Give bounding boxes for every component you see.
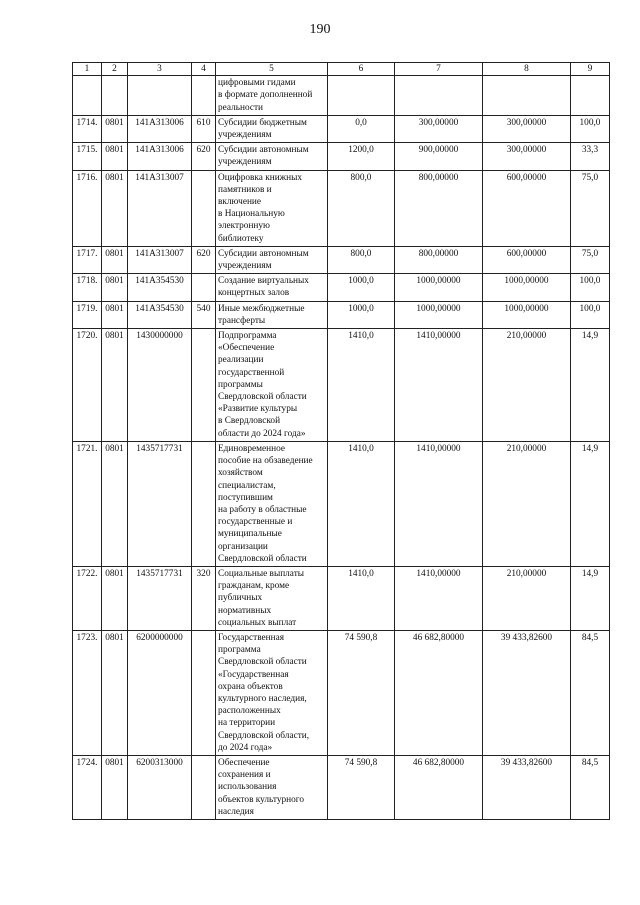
executed-amount-cell: 1000,00000 [483, 274, 571, 301]
planned-amount-cell: 1410,00000 [395, 566, 483, 630]
item-name-cell: Государственная программа Свердловской области «Государственная охрана объектов культурного наследия, расположенных на территории Свердловской области, до 2024 года» [216, 630, 328, 755]
row-number-cell: 1714. [73, 115, 102, 142]
expense-type-cell [192, 274, 216, 301]
expense-type-cell: 540 [192, 301, 216, 328]
approved-amount-cell: 800,0 [328, 246, 395, 273]
approved-amount-cell [328, 76, 395, 116]
target-article-cell: 1430000000 [128, 329, 192, 442]
target-article-cell [128, 76, 192, 116]
execution-percent-cell: 100,0 [571, 274, 610, 301]
planned-amount-cell: 46 682,80000 [395, 630, 483, 755]
executed-amount-cell: 600,00000 [483, 246, 571, 273]
approved-amount-cell: 1200,0 [328, 143, 395, 170]
planned-amount-cell: 1000,00000 [395, 301, 483, 328]
table-body [73, 76, 610, 820]
execution-percent-cell: 75,0 [571, 170, 610, 246]
section-code-cell: 0801 [102, 246, 128, 273]
expense-type-cell [192, 755, 216, 819]
section-code-cell [102, 76, 128, 116]
execution-percent-cell: 100,0 [571, 301, 610, 328]
expense-type-cell: 610 [192, 115, 216, 142]
column-header: 2 [102, 63, 128, 76]
approved-amount-cell: 74 590,8 [328, 755, 395, 819]
section-code-cell: 0801 [102, 274, 128, 301]
item-name-cell: Субсидии автономным учреждениям [216, 246, 328, 273]
table-row [73, 755, 610, 819]
row-number-cell: 1721. [73, 441, 102, 566]
column-header: 6 [328, 63, 395, 76]
planned-amount-cell: 46 682,80000 [395, 755, 483, 819]
row-number-cell: 1716. [73, 170, 102, 246]
section-code-cell: 0801 [102, 115, 128, 142]
table-row [73, 274, 610, 301]
row-number-cell: 1717. [73, 246, 102, 273]
approved-amount-cell: 1410,0 [328, 441, 395, 566]
executed-amount-cell: 39 433,82600 [483, 755, 571, 819]
expense-type-cell: 620 [192, 143, 216, 170]
target-article-cell: 1435717731 [128, 566, 192, 630]
expense-type-cell: 320 [192, 566, 216, 630]
item-name-cell: Создание виртуальных концертных залов [216, 274, 328, 301]
row-number-cell: 1719. [73, 301, 102, 328]
row-number-cell: 1718. [73, 274, 102, 301]
approved-amount-cell: 1410,0 [328, 566, 395, 630]
planned-amount-cell: 800,00000 [395, 170, 483, 246]
approved-amount-cell: 0,0 [328, 115, 395, 142]
item-name-cell: Единовременное пособие на обзаведение хозяйством специалистам, поступившим на работу в областные государственные и муниципальные организации Свердловской области [216, 441, 328, 566]
planned-amount-cell: 300,00000 [395, 115, 483, 142]
approved-amount-cell: 1000,0 [328, 301, 395, 328]
executed-amount-cell [483, 76, 571, 116]
executed-amount-cell: 300,00000 [483, 115, 571, 142]
section-code-cell: 0801 [102, 143, 128, 170]
expense-type-cell [192, 441, 216, 566]
section-code-cell: 0801 [102, 329, 128, 442]
section-code-cell: 0801 [102, 301, 128, 328]
table-row [73, 301, 610, 328]
approved-amount-cell: 1000,0 [328, 274, 395, 301]
table-row [73, 630, 610, 755]
executed-amount-cell: 600,00000 [483, 170, 571, 246]
row-number-cell: 1722. [73, 566, 102, 630]
column-header: 7 [395, 63, 483, 76]
column-header: 1 [73, 63, 102, 76]
target-article-cell: 141А313006 [128, 143, 192, 170]
table-row [73, 566, 610, 630]
execution-percent-cell: 14,9 [571, 441, 610, 566]
section-code-cell: 0801 [102, 630, 128, 755]
executed-amount-cell: 210,00000 [483, 329, 571, 442]
row-number-cell [73, 76, 102, 116]
planned-amount-cell: 1410,00000 [395, 441, 483, 566]
target-article-cell: 141А354530 [128, 274, 192, 301]
planned-amount-cell: 800,00000 [395, 246, 483, 273]
approved-amount-cell: 800,0 [328, 170, 395, 246]
target-article-cell: 141А313006 [128, 115, 192, 142]
expense-type-cell [192, 76, 216, 116]
row-number-cell: 1715. [73, 143, 102, 170]
column-header: 9 [571, 63, 610, 76]
execution-percent-cell: 14,9 [571, 566, 610, 630]
executed-amount-cell: 39 433,82600 [483, 630, 571, 755]
target-article-cell: 141А313007 [128, 170, 192, 246]
expense-type-cell [192, 170, 216, 246]
section-code-cell: 0801 [102, 566, 128, 630]
budget-table [72, 62, 610, 820]
executed-amount-cell: 1000,00000 [483, 301, 571, 328]
table-row [73, 143, 610, 170]
execution-percent-cell: 14,9 [571, 329, 610, 442]
approved-amount-cell: 74 590,8 [328, 630, 395, 755]
execution-percent-cell [571, 76, 610, 116]
header-row [73, 63, 610, 76]
row-number-cell: 1723. [73, 630, 102, 755]
item-name-cell: Субсидии бюджетным учреждениям [216, 115, 328, 142]
item-name-cell: Субсидии автономным учреждениям [216, 143, 328, 170]
item-name-cell: Подпрограмма «Обеспечение реализации государственной программы Свердловской области «Развитие культуры в Свердловской области до 2024 года» [216, 329, 328, 442]
section-code-cell: 0801 [102, 755, 128, 819]
execution-percent-cell: 84,5 [571, 755, 610, 819]
planned-amount-cell: 1000,00000 [395, 274, 483, 301]
section-code-cell: 0801 [102, 170, 128, 246]
execution-percent-cell: 84,5 [571, 630, 610, 755]
table-row [73, 246, 610, 273]
table-row [73, 115, 610, 142]
column-header: 3 [128, 63, 192, 76]
row-number-cell: 1720. [73, 329, 102, 442]
expense-type-cell [192, 630, 216, 755]
expense-type-cell [192, 329, 216, 442]
executed-amount-cell: 210,00000 [483, 441, 571, 566]
target-article-cell: 6200313000 [128, 755, 192, 819]
column-header: 5 [216, 63, 328, 76]
item-name-cell: Социальные выплаты гражданам, кроме публичных нормативных социальных выплат [216, 566, 328, 630]
table-header [73, 63, 610, 76]
executed-amount-cell: 300,00000 [483, 143, 571, 170]
execution-percent-cell: 33,3 [571, 143, 610, 170]
table-row [73, 76, 610, 116]
target-article-cell: 6200000000 [128, 630, 192, 755]
item-name-cell: цифровыми гидами в формате дополненной реальности [216, 76, 328, 116]
item-name-cell: Оцифровка книжных памятников и включение в Национальную электронную библиотеку [216, 170, 328, 246]
approved-amount-cell: 1410,0 [328, 329, 395, 442]
row-number-cell: 1724. [73, 755, 102, 819]
section-code-cell: 0801 [102, 441, 128, 566]
expense-type-cell: 620 [192, 246, 216, 273]
execution-percent-cell: 75,0 [571, 246, 610, 273]
item-name-cell: Обеспечение сохранения и использования объектов культурного наследия [216, 755, 328, 819]
planned-amount-cell: 900,00000 [395, 143, 483, 170]
executed-amount-cell: 210,00000 [483, 566, 571, 630]
column-header: 4 [192, 63, 216, 76]
target-article-cell: 141А354530 [128, 301, 192, 328]
table-row [73, 329, 610, 442]
target-article-cell: 1435717731 [128, 441, 192, 566]
item-name-cell: Иные межбюджетные трансферты [216, 301, 328, 328]
column-header: 8 [483, 63, 571, 76]
target-article-cell: 141А313007 [128, 246, 192, 273]
table-row [73, 441, 610, 566]
planned-amount-cell [395, 76, 483, 116]
table-row [73, 170, 610, 246]
planned-amount-cell: 1410,00000 [395, 329, 483, 442]
page-number: 190 [309, 22, 331, 37]
execution-percent-cell: 100,0 [571, 115, 610, 142]
